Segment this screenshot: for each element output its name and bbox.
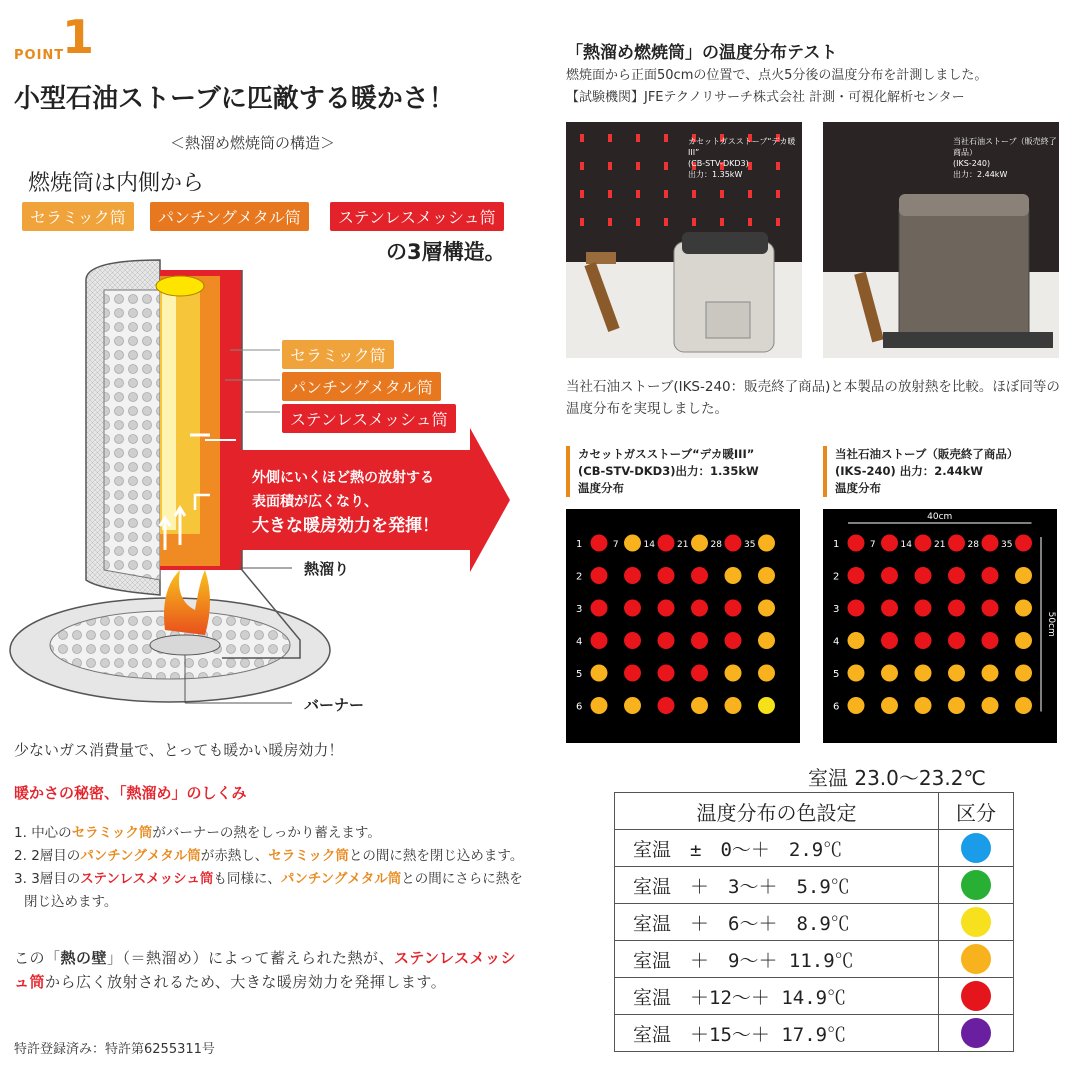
board-peg — [692, 190, 696, 198]
heat-wall-text — [14, 946, 524, 994]
heat-dot — [691, 665, 708, 682]
heat-dot — [758, 697, 775, 714]
heat-dot — [948, 535, 965, 552]
row-label: 2 — [833, 571, 840, 583]
board-peg — [664, 190, 668, 198]
intro-line: 燃焼筒は内側から — [28, 171, 205, 196]
heat-dot — [881, 632, 898, 649]
heatmap1-label-line: 温度分布 — [578, 481, 624, 495]
board-peg — [776, 218, 780, 226]
tag-punching-metal: パンチングメタル筒 — [150, 202, 309, 231]
heat-dot — [982, 535, 999, 552]
board-peg — [580, 218, 584, 226]
photo-oil-stove — [823, 122, 1059, 358]
heatmap-label-1 — [566, 446, 759, 497]
heat-dot — [691, 567, 708, 584]
heat-dot — [881, 535, 898, 552]
heat-dot — [982, 632, 999, 649]
width-label: 40cm — [927, 512, 953, 522]
callout-stainless-mesh: ステンレスメッシュ筒 — [282, 404, 456, 433]
heat-dot — [658, 697, 675, 714]
legend-color-dot — [961, 981, 991, 1011]
wall-text: 」（＝熱溜め）によって蓄えられた熱が、 — [107, 949, 395, 967]
legend-label: 室温 ＋15〜＋ 17.9℃ — [615, 1015, 939, 1052]
list-text: 2層目の — [31, 848, 81, 864]
legend-row — [615, 1015, 1014, 1052]
heat-dot — [848, 567, 865, 584]
col-label: 35 — [744, 540, 756, 550]
mechanism-list — [14, 822, 534, 914]
color-legend-table — [614, 792, 1014, 1052]
heat-dot — [948, 632, 965, 649]
photo1-caption-3: 出力：1.35kW — [688, 170, 743, 179]
heat-dot — [881, 600, 898, 617]
heat-dot — [1015, 535, 1032, 552]
legend-label: 室温 ＋ 9〜＋ 11.9℃ — [615, 941, 939, 978]
heat-dot — [848, 665, 865, 682]
col-label: 14 — [643, 540, 655, 550]
board-peg — [636, 134, 640, 142]
heat-dot — [591, 665, 608, 682]
heat-dot — [624, 567, 641, 584]
wall-highlight: ステンレスメッシュ筒 — [14, 949, 517, 991]
board-peg — [608, 190, 612, 198]
heat-dot — [591, 567, 608, 584]
heat-dot — [948, 697, 965, 714]
headline: 小型石油ストーブに匹敵する暖かさ！ — [14, 84, 455, 114]
board-peg — [580, 190, 584, 198]
test-title: 「熱溜め燃焼筒」の温度分布テスト — [566, 43, 838, 63]
heatmap1-label-line: カセットガスストーブ“デカ暖III” — [578, 447, 755, 461]
legend-label: 室温 ＋12〜＋ 14.9℃ — [615, 978, 939, 1015]
photo1-caption-1: カセットガスストーブ“デカ暖III” — [688, 137, 796, 157]
photo2-caption-2: (IKS-240) — [953, 159, 991, 168]
heat-dot — [758, 535, 775, 552]
heat-dot — [915, 632, 932, 649]
list-text: 中心の — [31, 825, 72, 841]
heat-dot — [658, 535, 675, 552]
board-peg — [720, 218, 724, 226]
legend-row — [615, 978, 1014, 1015]
comparison-text: 当社石油ストーブ(IKS-240：販売終了商品)と本製品の放射熱を比較。ほぼ同等の温度分布を実現しました。 — [566, 379, 1060, 417]
list-text: 3層目の — [31, 871, 81, 887]
heat-pool-label: 熱溜り — [304, 560, 350, 578]
structure-title: ＜熱溜め燃焼筒の構造＞ — [170, 134, 336, 152]
list-text: も同様に、 — [213, 871, 281, 887]
heatmap1-label-line: (CB-STV-DKD3)出力：1.35kW — [578, 464, 759, 478]
heat-dot — [915, 535, 932, 552]
wall-text: この「 — [14, 949, 61, 967]
test-institution: 【試験機関】JFEテクノリサーチ株式会社 計測・可視化解析センター — [566, 90, 965, 105]
photo2-caption-3: 出力：2.44kW — [953, 170, 1008, 179]
heat-dot — [848, 697, 865, 714]
legend-color-dot — [961, 907, 991, 937]
three-layer-text: の3層構造。 — [386, 240, 506, 264]
row-label: 5 — [576, 669, 583, 680]
point-label: POINT — [14, 48, 65, 63]
heat-dot — [691, 535, 708, 552]
arrow-text-line-2: 表面積が広くなり、 — [252, 494, 378, 510]
heat-dot — [758, 600, 775, 617]
legend-label: 室温 ＋ 3〜＋ 5.9℃ — [615, 867, 939, 904]
heat-dot — [848, 535, 865, 552]
heat-dot — [881, 665, 898, 682]
list-text: が赤熱し、 — [200, 848, 269, 864]
board-peg — [692, 218, 696, 226]
col-label: 7 — [612, 540, 619, 550]
heat-dot — [624, 535, 641, 552]
wall-bold: 熱の壁 — [60, 949, 108, 967]
heat-dot — [1015, 665, 1032, 682]
heat-dot — [691, 697, 708, 714]
test-desc: 燃焼面から正面50cmの位置で、点火5分後の温度分布を計測しました。 — [566, 68, 988, 83]
list-highlight: セラミック筒 — [71, 825, 153, 841]
heat-dot — [848, 600, 865, 617]
col-label: 14 — [900, 540, 912, 550]
heat-dot — [658, 665, 675, 682]
heat-dot — [658, 567, 675, 584]
board-peg — [748, 218, 752, 226]
legend-row — [615, 904, 1014, 941]
desc-line: 少ないガス消費量で、とっても暖かい暖房効力！ — [14, 741, 344, 759]
row-label: 4 — [833, 636, 840, 648]
row-label: 6 — [833, 701, 840, 713]
heat-dot — [591, 535, 608, 552]
heat-dot — [982, 567, 999, 584]
legend-header-right: 区分 — [939, 793, 1014, 830]
board-peg — [636, 218, 640, 226]
room-temperature: 室温 23.0〜23.2℃ — [808, 766, 986, 790]
heat-dot — [982, 665, 999, 682]
heat-dot — [881, 697, 898, 714]
heat-dot — [948, 567, 965, 584]
list-highlight: パンチングメタル筒 — [280, 871, 402, 887]
heat-dot — [982, 600, 999, 617]
arrow-text-line-3: 大きな暖房効力を発揮！ — [252, 516, 439, 536]
legend-color-dot — [961, 833, 991, 863]
heat-dot — [624, 665, 641, 682]
callout-punching-metal: パンチングメタル筒 — [282, 372, 441, 401]
heat-dot — [658, 632, 675, 649]
heat-dot — [982, 697, 999, 714]
legend-label: 室温 ± 0〜＋ 2.9℃ — [615, 830, 939, 867]
heat-dot — [725, 567, 742, 584]
point-number: 1 — [62, 10, 95, 64]
heat-dot — [624, 600, 641, 617]
row-label: 1 — [576, 539, 583, 550]
tag-ceramic: セラミック筒 — [22, 202, 134, 231]
board-peg — [608, 134, 612, 142]
arrow-text-line-1: 外側にいくほど熱の放射する — [252, 470, 434, 486]
board-peg — [748, 190, 752, 198]
heat-dot — [591, 632, 608, 649]
heat-dot — [1015, 567, 1032, 584]
heat-dot — [624, 697, 641, 714]
heat-dot — [591, 697, 608, 714]
heatmap-gas-stove — [566, 509, 800, 743]
heat-dot — [624, 632, 641, 649]
heat-dot — [1015, 632, 1032, 649]
list-text: との間に熱を閉じ込めます。 — [348, 848, 524, 864]
heatmap2-label-line: 温度分布 — [835, 481, 881, 495]
callout-ceramic: セラミック筒 — [282, 340, 394, 369]
heat-dot — [658, 600, 675, 617]
board-peg — [720, 190, 724, 198]
heat-dot — [915, 697, 932, 714]
list-item — [14, 845, 534, 868]
board-peg — [664, 218, 668, 226]
legend-header-left: 温度分布の色設定 — [615, 793, 939, 830]
row-label: 4 — [576, 636, 583, 648]
legend-color-dot — [961, 870, 991, 900]
burner-label: バーナー — [304, 696, 365, 714]
board-peg — [608, 162, 612, 170]
board-peg — [580, 162, 584, 170]
legend-row — [615, 867, 1014, 904]
heat-dot — [915, 567, 932, 584]
board-peg — [636, 162, 640, 170]
col-label: 35 — [1001, 540, 1013, 550]
photo1-caption-2: (CB-STV-DKD3) — [688, 159, 749, 168]
list-highlight: ステンレスメッシュ筒 — [80, 871, 214, 887]
arrow-text — [252, 466, 482, 538]
col-label: 21 — [677, 540, 689, 550]
heatmap2-label-line: 当社石油ストーブ（販売終了商品） — [835, 447, 1019, 461]
photo1-caption — [688, 136, 802, 180]
list-item — [14, 822, 534, 845]
heat-dot — [848, 632, 865, 649]
list-num: 2. — [14, 848, 27, 864]
tag-stainless-mesh: ステンレスメッシュ筒 — [330, 202, 504, 231]
heat-dot — [725, 535, 742, 552]
legend-label: 室温 ＋ 6〜＋ 8.9℃ — [615, 904, 939, 941]
list-highlight: パンチングメタル筒 — [80, 848, 201, 864]
row-label: 6 — [576, 701, 583, 713]
heat-dot — [725, 665, 742, 682]
heatmap-label-2 — [823, 446, 1018, 497]
row-label: 2 — [576, 571, 583, 583]
heat-dot — [591, 600, 608, 617]
list-num: 3. — [14, 871, 27, 887]
wall-text: から広く放射されるため、大きな暖房効力を発揮します。 — [45, 973, 447, 991]
row-label: 3 — [576, 604, 583, 615]
board-peg — [636, 190, 640, 198]
col-label: 7 — [869, 540, 876, 550]
legend-row — [615, 830, 1014, 867]
heat-dot — [915, 600, 932, 617]
heatmap-oil-stove — [823, 509, 1057, 743]
list-highlight: セラミック筒 — [268, 848, 349, 864]
legend-color-dot — [961, 1018, 991, 1048]
photo2-caption-1: 当社石油ストーブ（販売終了商品） — [953, 137, 1057, 157]
board-peg — [580, 134, 584, 142]
list-text: との間にさらに熱を閉じ込めます。 — [24, 871, 523, 910]
col-label: 28 — [967, 540, 979, 550]
heat-dot — [915, 665, 932, 682]
list-num: 1. — [14, 825, 27, 841]
heat-dot — [691, 632, 708, 649]
list-text: がバーナーの熱をしっかり蓄えます。 — [152, 825, 381, 841]
heat-dot — [725, 697, 742, 714]
board-peg — [664, 134, 668, 142]
row-label: 5 — [833, 669, 840, 680]
row-label: 3 — [833, 604, 840, 615]
photo-gas-stove — [566, 122, 802, 358]
list-item — [14, 868, 534, 914]
patent-note: 特許登録済み：特許第6255311号 — [14, 1042, 215, 1057]
heatmap2-label-line: (IKS-240) 出力：2.44kW — [835, 464, 983, 478]
heat-dot — [948, 665, 965, 682]
heat-dot — [758, 665, 775, 682]
burner — [150, 635, 220, 655]
heat-dot — [758, 632, 775, 649]
heat-dot — [1015, 697, 1032, 714]
photo2-caption — [953, 136, 1059, 180]
heat-dot — [758, 567, 775, 584]
row-label: 1 — [833, 539, 840, 550]
board-peg — [608, 218, 612, 226]
heat-dot — [1015, 600, 1032, 617]
heat-dot — [881, 567, 898, 584]
heat-dot — [725, 632, 742, 649]
board-peg — [776, 190, 780, 198]
heat-dot — [948, 600, 965, 617]
heat-dot — [691, 600, 708, 617]
height-label: 50cm — [1046, 611, 1056, 637]
col-label: 21 — [934, 540, 946, 550]
col-label: 28 — [710, 540, 722, 550]
legend-color-dot — [961, 944, 991, 974]
secret-title: 暖かさの秘密、「熱溜め」のしくみ — [14, 784, 247, 802]
legend-row — [615, 941, 1014, 978]
board-peg — [664, 162, 668, 170]
heat-dot — [725, 600, 742, 617]
legend-header — [615, 793, 1014, 830]
